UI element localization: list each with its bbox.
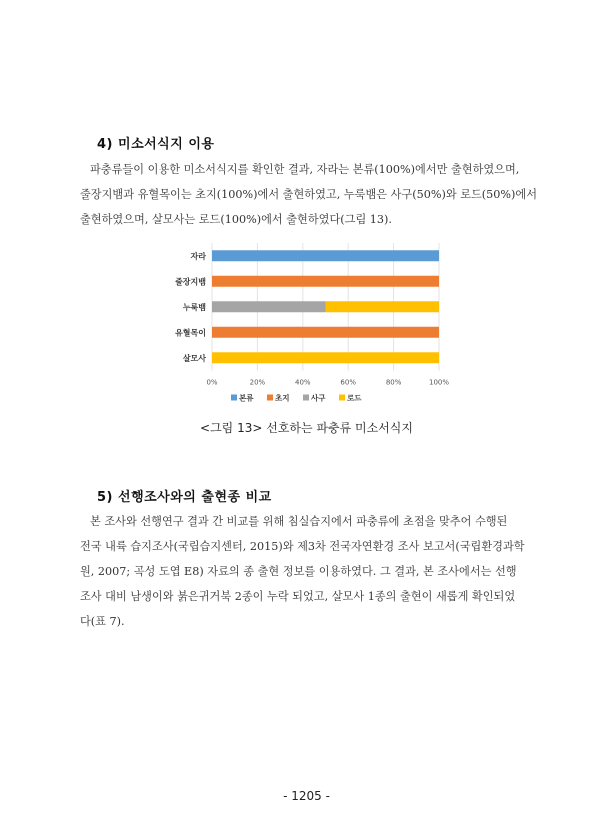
legend-swatch [339, 395, 345, 401]
paragraph-line: 전국 내륙 습지조사(국립습지센터, 2015)와 제3차 전국자연환경 조사 보고서(국립환경과학 [80, 540, 525, 553]
paragraph-line: 출현하였으며, 살모사는 로드(100%)에서 출현하였다(그림 13). [80, 213, 392, 226]
microhabitat-bar-chart [155, 237, 457, 415]
section-5-heading: 5) 선행조사와의 출현종 비교 [97, 490, 272, 505]
bar-segment [212, 327, 439, 338]
paragraph-line: 본 조사와 선행연구 결과 간 비교를 위해 침실습지에서 파충류에 초점을 맞추어 수행된 [90, 515, 508, 528]
bar-segment [326, 301, 440, 312]
legend-label: 사구 [311, 393, 326, 403]
page-number: - 1205 - [283, 789, 330, 803]
paragraph-line: 줄장지뱀과 유혈목이는 초지(100%)에서 출현하였고, 누룩뱀은 사구(50%)와 로드(50%)에서 [80, 188, 538, 201]
legend-swatch [231, 395, 237, 401]
category-label: 줄장지뱀 [175, 277, 206, 287]
legend-label: 로드 [347, 393, 362, 403]
bar-segment [212, 250, 439, 261]
x-tick-label: 0% [206, 378, 218, 387]
bar-segment [212, 352, 439, 363]
x-tick-label: 40% [295, 378, 311, 387]
section-5-paragraph [80, 509, 532, 634]
category-label: 누룩뱀 [182, 302, 206, 312]
paragraph-line: 파충류들이 이용한 미소서식지를 확인한 결과, 자라는 본류(100%)에서만 출현하였으며, [90, 163, 520, 176]
legend-swatch [303, 395, 309, 401]
legend-swatch [267, 395, 273, 401]
x-tick-label: 60% [340, 378, 356, 387]
paragraph-line: 다(표 7). [80, 615, 125, 628]
x-tick-label: 80% [385, 378, 402, 387]
category-label: 살모사 [182, 353, 206, 363]
figure-caption: <그림 13> 선호하는 파충류 미소서식지 [200, 421, 413, 435]
section-4-heading: 4) 미소서식지 이용 [97, 137, 215, 152]
category-label: 유혈목이 [175, 328, 206, 338]
x-tick-label: 20% [249, 378, 266, 387]
paragraph-line: 원, 2007; 곡성 도엽 E8) 자료의 종 출현 정보를 이용하였다. 그 결과, 본 조사에서는 선행 [80, 565, 517, 578]
paragraph-line: 조사 대비 남생이와 붉은귀거북 2종이 누락 되었고, 살모사 1종의 출현이 새롭게 확인되었 [80, 590, 516, 603]
category-label: 자라 [190, 251, 206, 261]
bar-segment [212, 276, 439, 287]
legend-label: 초지 [275, 393, 290, 403]
legend-label: 본류 [239, 393, 254, 403]
section-4-paragraph [80, 157, 538, 232]
x-tick-label: 100% [428, 378, 450, 387]
bar-segment [212, 301, 326, 312]
